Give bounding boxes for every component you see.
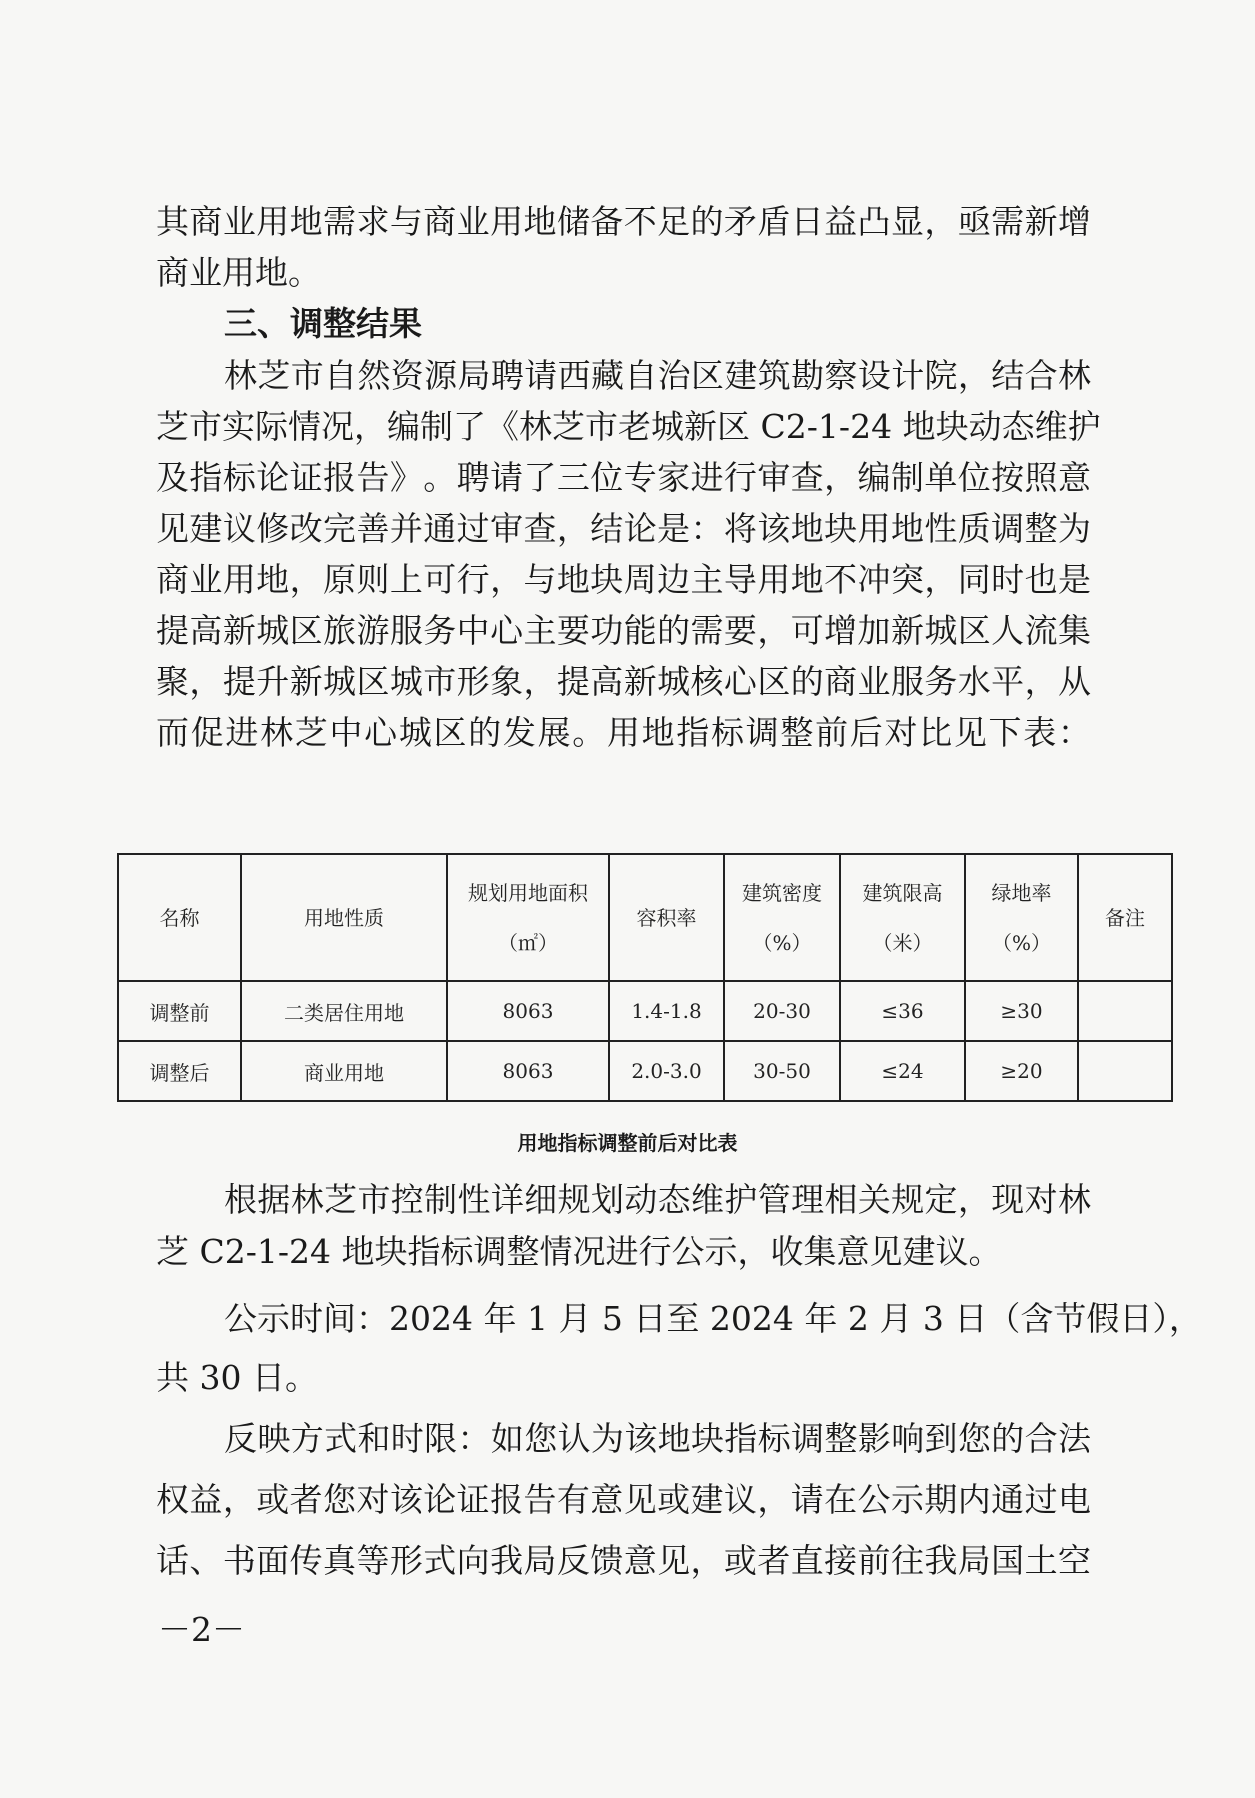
section-heading: 三、调整结果 xyxy=(224,304,422,343)
cell-density: 20-30 xyxy=(724,981,840,1041)
text-line: 林 芝 市 自 然 资 源 局 聘 请 西 藏 自 治 区 建 筑 勘 察 设 计 院 ， 结 合 林 xyxy=(224,356,1091,395)
cell-height: ≤24 xyxy=(840,1041,965,1101)
text-line: 公示时间：2024 年 1 月 5 日至 2024 年 2 月 3 日（含节假日）， xyxy=(224,1299,1202,1338)
cell-far: 1.4-1.8 xyxy=(609,981,724,1041)
text-line: 根 据 林 芝 市 控 制 性 详 细 规 划 动 态 维 护 管 理 相 关 规 定 ， 现 对 林 xyxy=(224,1180,1091,1219)
cell-notes xyxy=(1078,1041,1172,1101)
header-height: 建筑限高 （米） xyxy=(840,854,965,981)
header-far: 容积率 xyxy=(609,854,724,981)
cell-land-use: 商业用地 xyxy=(241,1041,447,1101)
header-area: 规划用地面积 （㎡） xyxy=(447,854,609,981)
table-row xyxy=(118,1041,1172,1101)
text-line: 其 商 业 用 地 需 求 与 商 业 用 地 储 备 不 足 的 矛 盾 日 益 凸 显 ， 亟 需 新 增 xyxy=(156,202,1091,241)
text-line: 共 30 日。 xyxy=(156,1358,318,1397)
text-line: 聚 ， 提 升 新 城 区 城 市 形 象 ， 提 高 新 城 核 心 区 的 商 业 服 务 水 平 ， 从 xyxy=(156,662,1091,701)
cell-name: 调整后 xyxy=(118,1041,241,1101)
text-line: 而 促 进 林 芝 中 心 城 区 的 发 展 。 用 地 指 标 调 整 前 后 对 比 见 下 表 ： xyxy=(156,713,1091,752)
table-caption: 用地指标调整前后对比表 xyxy=(517,1131,738,1155)
text-line: 提 高 新 城 区 旅 游 服 务 中 心 主 要 功 能 的 需 要 ， 可 增 加 新 城 区 人 流 集 xyxy=(156,611,1091,650)
header-density: 建筑密度 （%） xyxy=(724,854,840,981)
cell-green: ≥30 xyxy=(965,981,1078,1041)
text-line: 商业用地。 xyxy=(156,253,321,292)
cell-notes xyxy=(1078,981,1172,1041)
cell-land-use: 二类居住用地 xyxy=(241,981,447,1041)
cell-area: 8063 xyxy=(447,981,609,1041)
cell-name: 调整前 xyxy=(118,981,241,1041)
text-line: 见 建 议 修 改 完 善 并 通 过 审 查 ， 结 论 是 ： 将 该 地 块 用 地 性 质 调 整 为 xyxy=(156,509,1091,548)
cell-far: 2.0-3.0 xyxy=(609,1041,724,1101)
text-line: 及 指 标 论 证 报 告 》 。 聘 请 了 三 位 专 家 进 行 审 查 ， 编 制 单 位 按 照 意 xyxy=(156,458,1091,497)
land-index-comparison-table xyxy=(117,853,1173,1102)
text-line: 反 映 方 式 和 时 限 ： 如 您 认 为 该 地 块 指 标 调 整 影 响 到 您 的 合 法 xyxy=(224,1419,1091,1458)
header-notes: 备注 xyxy=(1078,854,1172,981)
page-number: －2－ xyxy=(158,1610,245,1649)
header-name: 名称 xyxy=(118,854,241,981)
text-line: 芝 市 实 际 情 况 ， 编 制 了 《 林 芝 市 老 城 新 区 C 2 - 1 - 2 4 地 块 动 态 维 护 xyxy=(156,407,1101,446)
text-line: 商 业 用 地 ， 原 则 上 可 行 ， 与 地 块 周 边 主 导 用 地 不 冲 突 ， 同 时 也 是 xyxy=(156,560,1091,599)
cell-density: 30-50 xyxy=(724,1041,840,1101)
header-green: 绿地率 （%） xyxy=(965,854,1078,981)
header-land-use: 用地性质 xyxy=(241,854,447,981)
cell-area: 8063 xyxy=(447,1041,609,1101)
table-header-row xyxy=(118,854,1172,981)
table-row xyxy=(118,981,1172,1041)
cell-green: ≥20 xyxy=(965,1041,1078,1101)
text-line: 话 、 书 面 传 真 等 形 式 向 我 局 反 馈 意 见 ， 或 者 直 接 前 往 我 局 国 土 空 xyxy=(156,1541,1091,1580)
text-line: 芝 C2-1-24 地块指标调整情况进行公示，收集意见建议。 xyxy=(156,1232,1002,1271)
cell-height: ≤36 xyxy=(840,981,965,1041)
text-line: 权 益 ， 或 者 您 对 该 论 证 报 告 有 意 见 或 建 议 ， 请 在 公 示 期 内 通 过 电 xyxy=(156,1480,1091,1519)
